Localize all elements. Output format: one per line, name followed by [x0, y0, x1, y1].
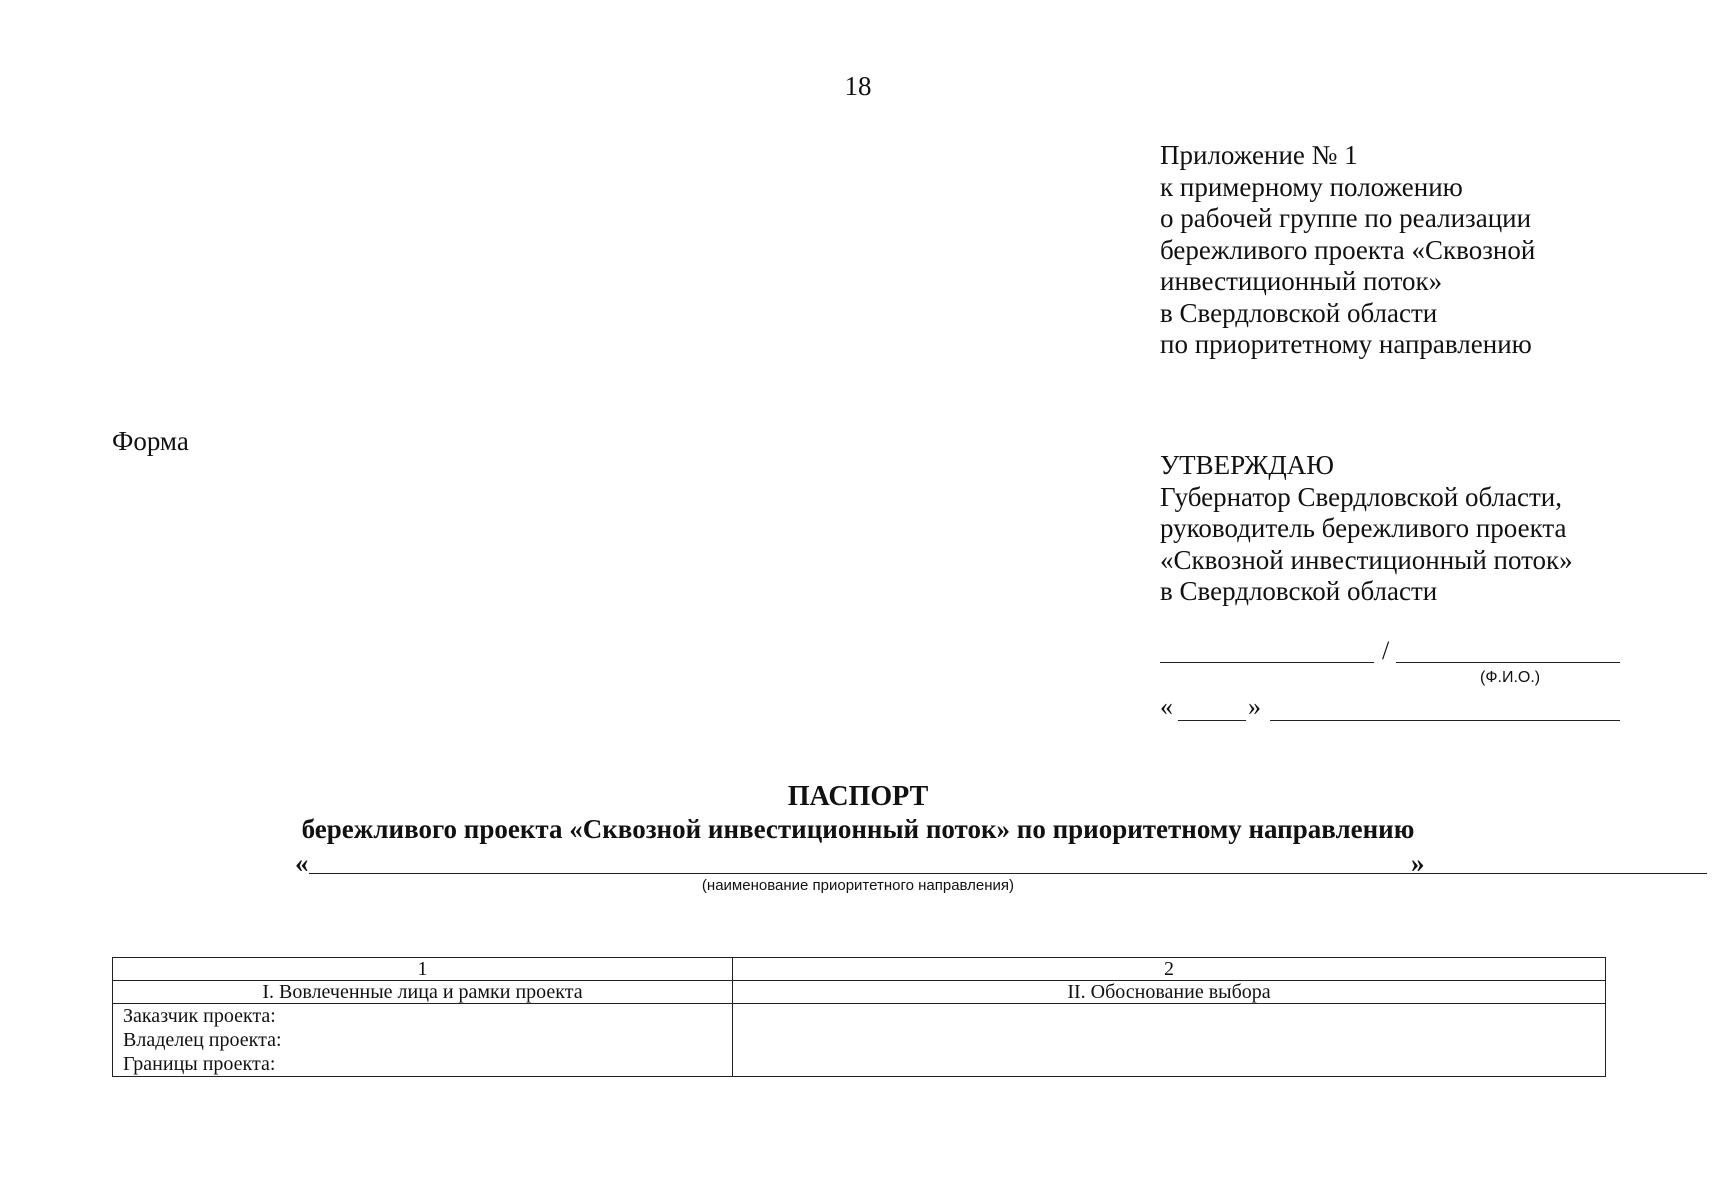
passport-table: [112, 957, 1606, 1077]
boundaries-field: Границы проекта:: [123, 1053, 276, 1075]
date-open-quote: «: [1160, 692, 1173, 721]
direction-caption: (наименование приоритетного направления): [701, 877, 1015, 894]
date-day-line[interactable]: [1178, 720, 1246, 721]
column-header: II. Обоснование выбора: [733, 981, 1606, 1004]
table-row: [113, 958, 1606, 981]
column-number: 2: [733, 958, 1606, 981]
approval-line: «Сквозной инвестиционный поток»: [1160, 544, 1573, 575]
appendix-line: по приоритетному направлению: [1160, 329, 1532, 359]
appendix-line: к примерному положению: [1160, 171, 1463, 202]
fio-line[interactable]: [1396, 662, 1620, 663]
approval-block: [1160, 450, 1680, 608]
direction-open-quote: «: [295, 848, 309, 878]
column-header: I. Вовлеченные лица и рамки проекта: [113, 981, 733, 1004]
appendix-line: о рабочей группе по реализации: [1160, 203, 1532, 233]
page-number: 18: [844, 71, 872, 101]
document-title: ПАСПОРТ: [787, 781, 929, 812]
justification-cell[interactable]: [733, 1004, 1606, 1077]
date-month-year-line[interactable]: [1270, 720, 1620, 721]
signature-separator: /: [1382, 636, 1390, 665]
form-label: Форма: [112, 426, 189, 456]
appendix-line: бережливого проекта «Сквозной: [1160, 234, 1536, 265]
signature-row: [1160, 636, 1620, 670]
date-row: [1160, 692, 1620, 726]
appendix-line: Приложение № 1: [1160, 140, 1358, 170]
table-row: [113, 981, 1606, 1004]
signature-line[interactable]: [1160, 662, 1374, 663]
approval-line: УТВЕРЖДАЮ: [1160, 450, 1335, 480]
appendix-line: инвестиционный поток»: [1160, 266, 1443, 296]
table-row: [113, 1004, 1606, 1077]
date-close-quote: »: [1248, 692, 1261, 721]
direction-name-line[interactable]: [309, 873, 1707, 874]
owner-field: Владелец проекта:: [123, 1029, 282, 1051]
customer-field: Заказчик проекта:: [123, 1005, 276, 1027]
fio-caption: (Ф.И.О.): [1480, 669, 1541, 686]
appendix-line: в Свердловской области: [1160, 297, 1438, 328]
approval-line: Губернатор Свердловской области,: [1160, 481, 1562, 512]
column-number: 1: [113, 958, 733, 981]
approval-line: в Свердловской области: [1160, 576, 1438, 606]
stakeholders-cell[interactable]: [113, 1004, 733, 1077]
document-subtitle: бережливого проекта «Сквозной инвестиционный поток» по приоритетному направлению: [301, 814, 1415, 844]
direction-close-quote: »: [1411, 848, 1425, 878]
appendix-block: [1160, 140, 1680, 361]
approval-line: руководитель бережливого проекта: [1160, 513, 1567, 543]
